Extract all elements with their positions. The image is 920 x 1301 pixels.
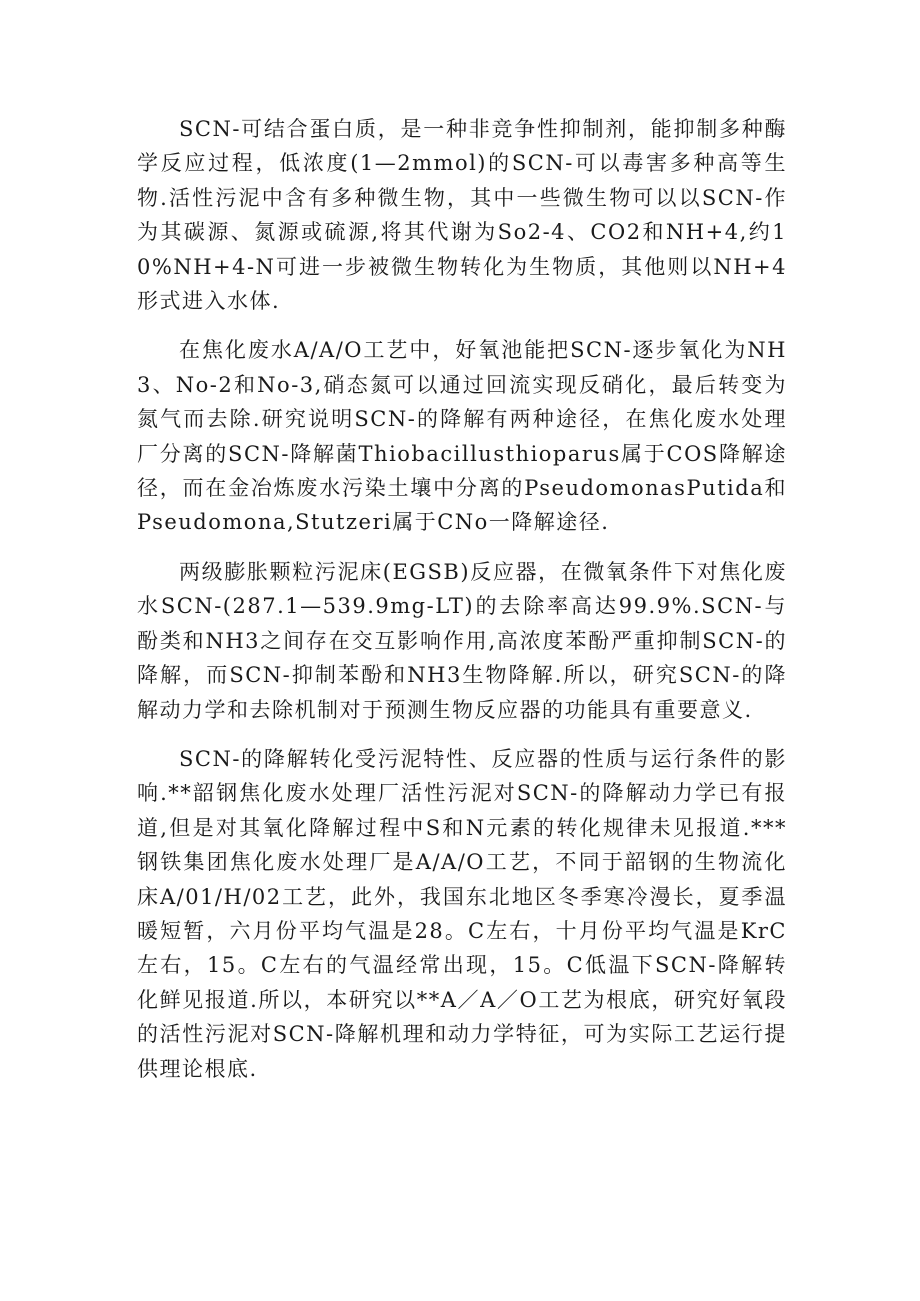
paragraph-research-background: SCN-的降解转化受污泥特性、反应器的性质与运行条件的影响.**韶钢焦化废水处理厂活性污泥对SCN-的降解动力学已有报道,但是对其氧化降解过程中S和N元素的转化规律未见报道.***钢铁集团焦化废水处理厂是A/A/O工艺，不同于韶钢的生物流化床A/01/H/02工艺，此外，我国东北地区冬季寒冷漫长，夏季温暖短暂，六月份平均气温是28。C左右，十月份平均气温是KrC左右，15。C左右的气温经常出现，15。C低温下SCN-降解转化鲜见报道.所以，本研究以**A／A／O工艺为根底，研究好氧段的活性污泥对SCN-降解机理和动力学特征，可为实际工艺运行提供理论根底.	[137, 746, 787, 1081]
paragraph-scn-inhibition: SCN-可结合蛋白质，是一种非竞争性抑制剂，能抑制多种酶学反应过程，低浓度(1—2mmol)的SCN-可以毒害多种高等生物.活性污泥中含有多种微生物，其中一些微生物可以以SCN-作为其碳源、氮源或硫源,将其代谢为So2-4、CO2和NH+4,约10%NH+4-N可进一步被微生物转化为生物质，其他则以NH+4形式进入水体.	[137, 117, 787, 314]
document-body	[137, 112, 787, 1101]
paragraph-aao-process: 在焦化废水A/A/O工艺中，好氧池能把SCN-逐步氧化为NH3、No-2和No-3,硝态氮可以通过回流实现反硝化，最后转变为氮气而去除.研究说明SCN-的降解有两种途径，在焦化废水处理厂分离的SCN-降解菌Thiobacillusthioparus属于COS降解途径，而在金冶炼废水污染土壤中分离的PseudomonasPutida和Pseudomona,Stutzeri属于CNo一降解途径.	[137, 338, 787, 535]
paragraph-egsb-reactor: 两级膨胀颗粒污泥床(EGSB)反应器，在微氧条件下对焦化废水SCN-(287.1—539.9mg-LT)的去除率高达99.9%.SCN-与酚类和NH3之间存在交互影响作用,高浓度苯酚严重抑制SCN-的降解，而SCN-抑制苯酚和NH3生物降解.所以，研究SCN-的降解动力学和去除机制对于预测生物反应器的功能具有重要意义.	[137, 559, 787, 722]
